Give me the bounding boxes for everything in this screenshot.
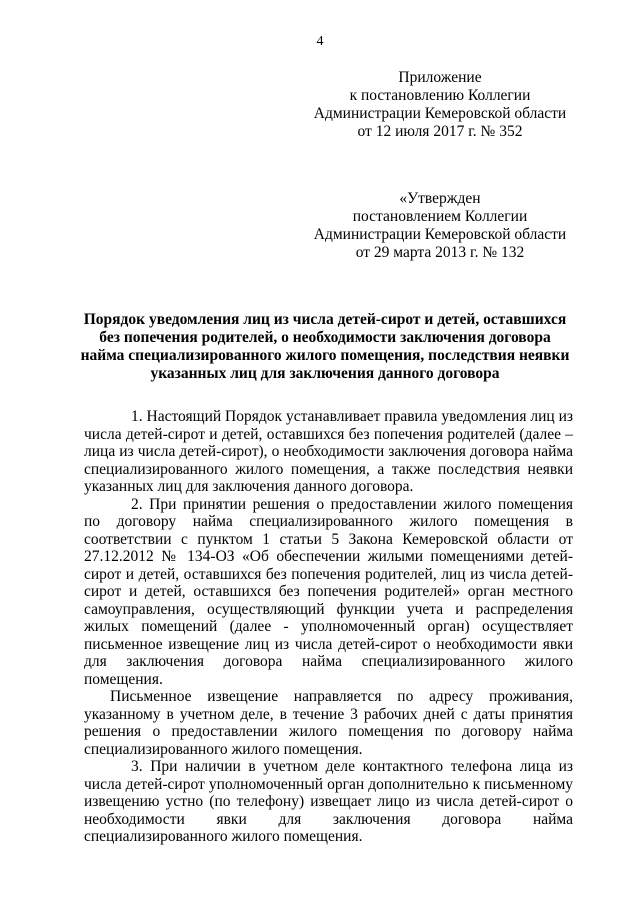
title-line: Порядок уведомления лиц из числа детей-сирот и детей, оставшихся: [83, 311, 567, 328]
approved-line: постановлением Коллегии: [352, 208, 528, 225]
approved-line: Администрации Кемеровской области: [313, 226, 567, 243]
approved-block: [300, 190, 580, 262]
paragraph-3: 3. При наличии в учетном деле контактного телефона лица из числа детей-сирот уполномоченный орган дополнительно к письменному извещению устно (по телефону) извещает лицо из числа детей-сирот о необходимости явки для заключения договора найма специализированного жилого помещения.: [84, 758, 573, 845]
paragraph-1: 1. Настоящий Порядок устанавливает правила уведомления лиц из числа детей-сирот и детей, оставшихся без попечения родителей (далее – лица из числа детей-сирот), о необходимости заключения договора найма специализированного жилого помещения, а также последствия неявки указанных лиц для заключения данного договора.: [84, 408, 573, 495]
appendix-line: от 12 июля 2017 г. № 352: [357, 123, 523, 140]
paragraph-written-notice: Письменное извещение направляется по адресу проживания, указанному в учетном деле, в течение 3 рабочих дней с даты принятия решения о предоставлении жилого помещения по договору найма специализированного жилого помещения.: [84, 688, 573, 758]
document-body: [84, 408, 573, 846]
appendix-line: к постановлению Коллегии: [349, 87, 531, 104]
appendix-line: Приложение: [398, 69, 482, 86]
approved-line: «Утвержден: [399, 190, 481, 207]
paragraph-2: 2. При принятии решения о предоставлении жилого помещения по договору найма специализированного жилого помещения в соответствии с пунктом 1 статьи 5 Закона Кемеровской области от 27.12.2012 № 134-ОЗ «Об обеспечении жилыми помещениями детей-сирот и детей, оставшихся без попечения родителей, лиц из числа детей-сирот и детей, оставшихся без попечения родителей» орган местного самоуправления, осуществляющий функции учета и распределения жилых помещений (далее - уполномоченный орган) осуществляет письменное извещение лиц из числа детей-сирот о необходимости явки для заключения договора найма специализированного жилого помещения.: [84, 495, 573, 688]
page-number: 4: [316, 34, 324, 49]
approved-line: от 29 марта 2013 г. № 132: [355, 244, 525, 261]
title-line: указанных лиц для заключения данного договора: [150, 365, 500, 382]
appendix-block: [300, 69, 580, 141]
title-line: найма специализированного жилого помещения, последствия неявки: [80, 347, 570, 364]
title-line: без попечения родителей, о необходимости заключения договора: [99, 329, 551, 346]
appendix-line: Администрации Кемеровской области: [313, 105, 567, 122]
document-title: [70, 311, 580, 383]
